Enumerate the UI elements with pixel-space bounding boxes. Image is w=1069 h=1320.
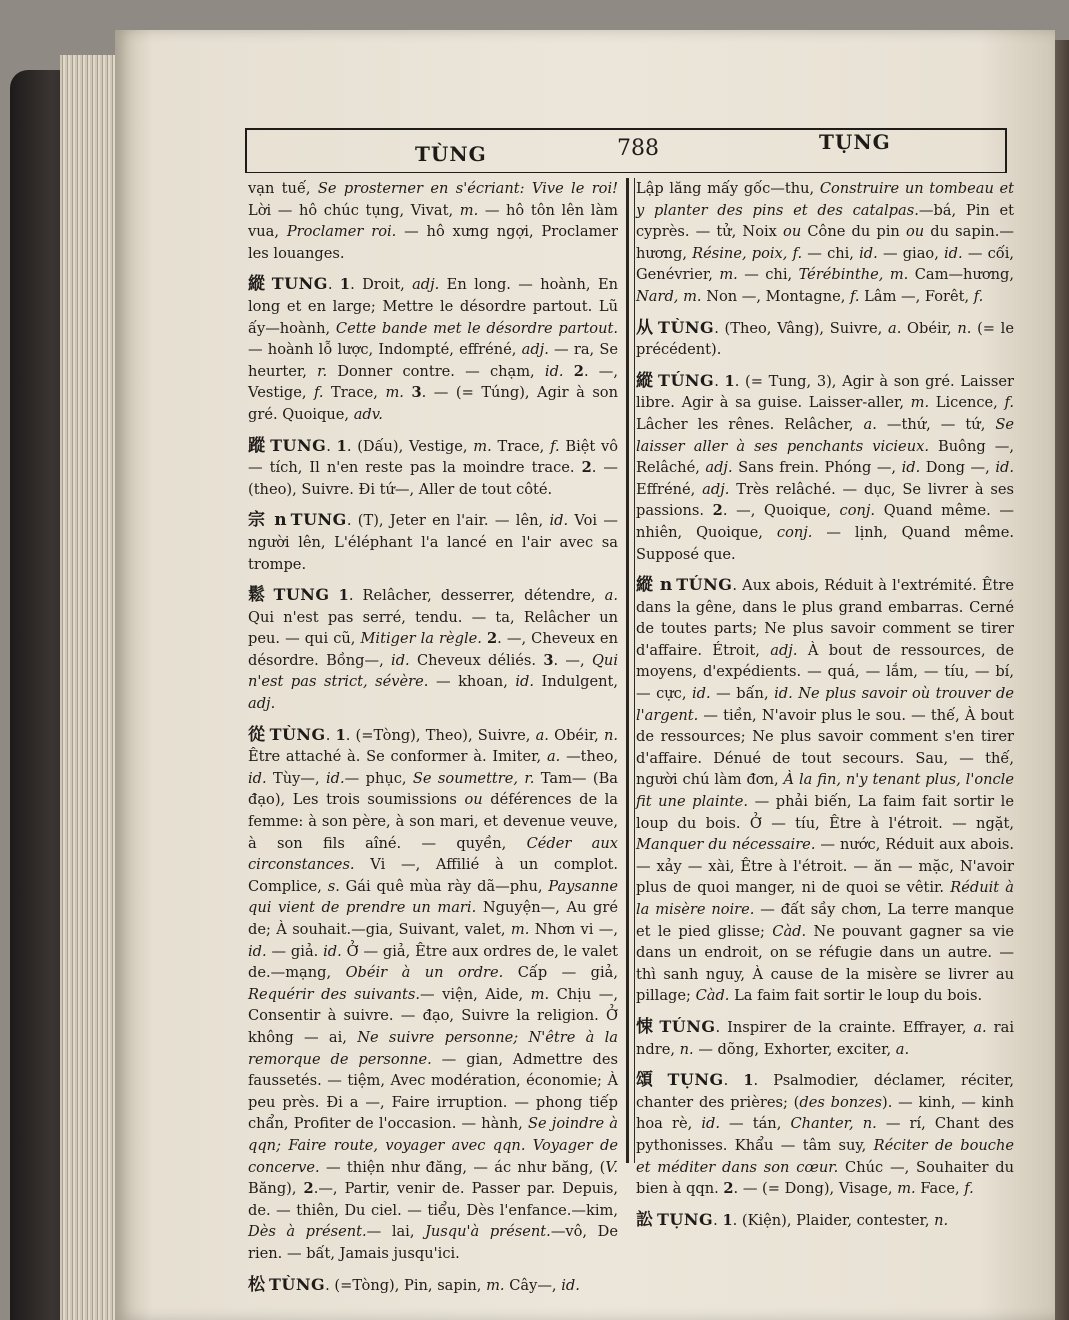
entry-text: Cheveux déliés. — [409, 651, 544, 669]
italic-gloss: r. — [317, 362, 328, 380]
entry-text: . (Theo, Vâng), Suivre, — [714, 319, 888, 337]
sense-number: 1 — [743, 1072, 754, 1090]
entry-text: —thứ, — tứ, — [876, 415, 996, 433]
entry-text: rai ndre, — [636, 1018, 1015, 1058]
entry-text: . —, Cheveux en désordre. Bồng—, — [248, 630, 618, 669]
entry-text: . —, Vestige, — [248, 362, 619, 402]
entry-text: Biệt vô — tích, Il n'en reste pas la moindre trace. — [248, 437, 619, 477]
italic-gloss: a. — [535, 726, 549, 744]
han-character: 宗 n — [248, 510, 287, 531]
italic-gloss: n. — [603, 726, 618, 744]
italic-gloss: Ne suivre personne; N'être à la remorque de personne. — [248, 1028, 618, 1068]
italic-gloss: m. — [910, 394, 930, 412]
italic-gloss: des bonzes — [799, 1093, 882, 1111]
italic-gloss: a. — [888, 319, 902, 337]
right-running-headword: TỤNG — [819, 130, 891, 154]
entry-text: Buông —, Relâché, — [636, 437, 1014, 477]
italic-gloss: Se soumettre, — [412, 769, 519, 787]
entry-headword: TÙNG — [269, 1274, 326, 1294]
entry-text: — hoành lỗ lược, Indompté, effréné, — [248, 341, 522, 359]
italic-gloss: f. — [792, 244, 803, 262]
entry-text: vạn tuế, — [248, 180, 318, 197]
entry-text: —theo, — [560, 748, 619, 766]
italic-gloss: a. — [973, 1018, 987, 1036]
entry-text: Nguyện—, Au gré de; À souhait.—gia, Suivant, valet, — [248, 899, 618, 938]
entry-text: Non —, Montagne, — [701, 287, 851, 305]
italic-gloss: ou — [464, 791, 483, 809]
han-character: 訟 — [636, 1209, 653, 1230]
italic-gloss: id. — [859, 244, 878, 262]
dictionary-entry — [248, 435, 618, 501]
entry-text: — tiền, N'avoir plus le sou. — thế, À bout de ressources; Ne plus savoir comment s'en tirer d'affaire. Dénué de tout secours. Sau, — thế, người chú làm đơn, — [636, 706, 1014, 789]
italic-gloss: Céder aux circonstances. — [248, 834, 618, 874]
entry-text: du sapin.—hương, — [636, 223, 1014, 262]
italic-gloss: id. — [692, 685, 711, 703]
entry-text: — chi, — [802, 244, 860, 262]
han-character: 松 — [248, 1274, 265, 1295]
italic-gloss: Se joindre à qqn; Faire route, voyager avec qqn. Voyager de concerve. — [248, 1115, 618, 1176]
entry-text: — khoan, — [428, 673, 516, 691]
entry-text: — chi, — [737, 266, 799, 284]
entry-text: — hô xưng ngợi, Proclamer les louanges. — [248, 223, 618, 262]
italic-gloss: Proclamer roi. — [286, 223, 397, 241]
italic-gloss: id. — [248, 942, 267, 960]
italic-gloss: Térébinthe, — [798, 266, 884, 284]
entry-text: Cây—, — [504, 1276, 562, 1294]
italic-gloss: m. — [459, 201, 479, 219]
entry-text: Sans frein. Phóng —, — [732, 459, 902, 477]
entry-text: . — [723, 1072, 744, 1090]
entry-headword: TÙNG — [658, 317, 715, 337]
entry-text: . —, — [553, 651, 592, 669]
italic-gloss: n. — [934, 1211, 949, 1229]
entry-text: . Relâcher, desserrer, détendre, — [348, 587, 605, 605]
italic-gloss: id. — [549, 512, 569, 530]
dictionary-entry — [636, 370, 1014, 565]
entry-headword: TUNG — [271, 274, 328, 294]
entry-text: — tán, — [719, 1115, 791, 1133]
sense-number: 2 — [723, 1180, 734, 1198]
entry-text: (= le précédent). — [636, 319, 1014, 359]
entry-text: — cối, Genévrier, — [636, 244, 1015, 284]
italic-gloss: m. — [510, 921, 530, 938]
entry-text — [330, 587, 339, 604]
italic-gloss: id. — [944, 244, 963, 262]
entry-text: La faim fait sortir le loup du bois. — [729, 987, 983, 1005]
entry-text: — gian, Admettre des faussetés. — tiệm, Avec modération, économie; À peu près. Đi a —, Faire irruption. — phong tiếp chẩn, Profiter de l'occasion. — hành, — [248, 1050, 618, 1133]
italic-gloss: f. — [550, 437, 560, 455]
entry-text: — phải biến, La faim fait sortir le loup du bois. Ở — tíu, Être à l'étroit. — ngặt, — [636, 793, 1014, 832]
entry-text: — nước, Réduit aux abois. — xảy — xài, Être à l'étroit. — ăn — mặc, N'avoir plus de quoi manger, ni de quoi se vêtir. — [636, 836, 1015, 897]
italic-gloss: n. — [679, 1040, 694, 1058]
entry-text: — hô tôn lên làm vua, — [248, 201, 618, 241]
entry-text: Qui n'est pas serré, tendu. — ta, Relâcher un peu. — qui cũ, — [248, 608, 618, 648]
italic-gloss: id. — [323, 942, 342, 960]
entry-text: Cam—hương, — [908, 266, 1015, 284]
italic-gloss: f. — [1004, 394, 1014, 412]
dictionary-entry — [248, 509, 618, 575]
entry-text: . (= Tung, 3), Agir à son gré. Laisser libre. Agir à sa guise. Laisser-aller, — [636, 372, 1014, 412]
left-column — [248, 178, 618, 1305]
dictionary-entry — [248, 724, 618, 1265]
entry-text — [854, 1115, 863, 1132]
entry-headword: TÙNG — [269, 724, 326, 744]
entry-text: . Aux abois, Réduit à l'extrémité. Être dans la gêne, dans le plus grand embarras. Cerné de toutes parts; Ne plus savoir comment se tirer d'affaire. Étroit, — [636, 577, 1015, 659]
entry-text: Lời — hô chúc tụng, Vivat, — [248, 201, 460, 219]
left-running-headword: TÙNG — [415, 142, 487, 166]
entry-text: Cấp — giả, — [503, 964, 619, 982]
dictionary-entry — [636, 1209, 1014, 1232]
italic-gloss: Se laisser aller à ses penchants vicieux. — [636, 415, 1015, 455]
han-character: 縱 — [248, 274, 268, 295]
italic-gloss: adj. — [248, 695, 276, 713]
entry-text: Trace, — [491, 437, 551, 455]
italic-gloss: m. — [683, 287, 702, 305]
italic-gloss: Chanter, — [790, 1115, 854, 1133]
italic-gloss: n. — [957, 319, 972, 337]
continued-entry — [248, 178, 618, 264]
italic-gloss: Manquer du nécessaire. — [636, 836, 816, 854]
right-column — [636, 178, 1014, 1240]
han-character: 縱 n — [636, 575, 673, 596]
entry-text: . (=Tòng), Pin, sapin, — [325, 1276, 487, 1294]
italic-gloss: V. — [605, 1158, 618, 1176]
entry-text: Gái quê mùa rày dã—phu, — [339, 877, 549, 895]
entry-text: En long. — hoành, En long et en large; Mettre le désordre partout. Lũ ấy—hoành, — [248, 276, 618, 337]
entry-text: — giao, — [877, 244, 945, 262]
italic-gloss: Jusqu'à présent. — [425, 1223, 551, 1241]
entry-text: . (Kiện), Plaider, contester, — [732, 1211, 935, 1229]
sense-number: 1 — [338, 587, 349, 605]
italic-gloss: adj. — [521, 341, 549, 359]
italic-gloss: id. — [391, 651, 410, 669]
italic-gloss: m. — [889, 266, 909, 284]
sense-number: 3 — [411, 384, 422, 402]
entry-text: — rí, Chant des pythonisses. Khẩu — tâm suy, — [636, 1115, 1014, 1154]
sense-number: 2 — [487, 630, 498, 648]
entry-text: — ra, Se heurter, — [248, 341, 618, 380]
italic-gloss: Cette bande met le désordre partout. — [335, 319, 618, 337]
italic-gloss: Dès à présent. — [248, 1223, 367, 1241]
page-number: 788 — [617, 136, 659, 161]
entry-text: . Psalmodier, déclamer, réciter, chanter des prières; ( — [636, 1072, 1015, 1111]
entry-text: —bá, Pin et cyprès. — tử, Noix — [636, 201, 1014, 241]
italic-gloss: id. — [544, 362, 564, 380]
entry-text: . —, Quoique, — [722, 502, 840, 520]
entry-text: Vi —, Affilié à un complot. Complice, — [248, 856, 618, 895]
continued-entry — [636, 178, 1014, 308]
entry-headword: TỤNG — [667, 1070, 724, 1090]
dictionary-entry — [636, 574, 1014, 1007]
entry-headword: TÚNG — [658, 370, 715, 390]
entry-text: Trace, — [323, 384, 386, 402]
dictionary-entry — [636, 1069, 1014, 1200]
entry-text: .—, Partir, venir de. Passer par. Depuis, de. — thiên, Du ciel. — tiểu, Dès l'enfance.—kim, — [248, 1180, 619, 1219]
entry-text: . (Dấu), Vestige, — [346, 437, 474, 455]
entry-text: . — (theo), Suivre. Đi tứ—, Aller de tout côté. — [248, 459, 619, 498]
italic-gloss: adj. — [412, 276, 440, 294]
entry-text: . — [713, 1211, 723, 1229]
italic-gloss: Réduit à la misère noire. — [636, 879, 1014, 918]
entry-text: Indulgent, — [534, 673, 619, 691]
entry-text: Băng), — [248, 1180, 304, 1198]
entry-text: Obéir, — [901, 319, 958, 337]
entry-text: Ne pouvant gagner sa vie dans un endroit, on se réfugie dans un autre. — thì sanh nguy, À cause de la misère se livrer au pillage; — [636, 922, 1014, 1005]
entry-text: Ở — giả, Être aux ordres de, le valet de.—mạng, — [248, 942, 618, 982]
entry-text: — dõng, Exhorter, exciter, — [693, 1040, 896, 1058]
italic-gloss: id. — [326, 769, 345, 787]
sense-number: 2 — [303, 1180, 314, 1198]
italic-gloss: a. — [546, 748, 561, 766]
sense-number: 2 — [712, 502, 723, 520]
dictionary-entry — [248, 273, 618, 425]
italic-gloss: Obéir à un ordre. — [345, 964, 504, 982]
entry-headword: TÚNG — [676, 575, 733, 595]
italic-gloss: m. — [473, 437, 492, 455]
entry-text: — đất sầy chơn, La terre manque et le pied glisse; — [636, 901, 1014, 940]
italic-gloss: f. — [314, 384, 324, 402]
italic-gloss: Se prosterner en s'écriant: Vive le roi! — [317, 180, 618, 197]
entry-text: — thiện như đăng, — ác như băng, ( — [319, 1158, 606, 1176]
entry-headword: TỤNG — [657, 1209, 714, 1229]
column-divider-thin — [634, 178, 635, 1163]
entry-text: déférences de la femme: à son père, à son mari, et devenue veuve, à son fils aîné. — quyền, — [248, 791, 619, 852]
italic-gloss: f. — [973, 287, 984, 305]
italic-gloss: Construire un tombeau et y planter des pins et des catalpas. — [636, 180, 1014, 219]
italic-gloss: a. — [863, 415, 877, 433]
italic-gloss: f. — [850, 287, 860, 305]
entry-text: . — (= Túng), Agir à son gré. Quoique, — [248, 384, 618, 423]
italic-gloss: id. — [248, 769, 267, 787]
entry-text: Cône du pin — [801, 223, 906, 241]
italic-gloss: adj. — [702, 480, 730, 498]
italic-gloss: Paysanne qui vient de prendre un mari. — [248, 877, 619, 917]
sense-number: 2 — [581, 459, 592, 477]
han-character: 蹤 — [248, 435, 267, 456]
italic-gloss: m. — [719, 266, 738, 284]
italic-gloss: Qui n'est pas strict, sévère. — [248, 651, 618, 691]
dictionary-entry — [248, 584, 618, 715]
entry-headword: TUNG — [290, 510, 347, 530]
italic-gloss: adv. — [353, 405, 383, 423]
entry-text: Lâcher les rênes. Relâcher, — [636, 415, 864, 433]
dictionary-entry — [248, 1274, 618, 1297]
italic-gloss: Càd. — [772, 922, 807, 940]
entry-text: Dong —, — [920, 459, 996, 477]
entry-text: Lập lăng mấy gốc—thu, — [636, 180, 820, 197]
italic-gloss: conj. — [839, 502, 876, 520]
sense-number: 3 — [543, 651, 554, 669]
entry-text: Très relâché. — dục, Se livrer à ses passions. — [636, 480, 1014, 520]
entry-headword: TÚNG — [659, 1016, 716, 1036]
sense-number: 1 — [336, 437, 347, 455]
entry-text: Donner contre. — chạm, — [327, 362, 545, 380]
sense-number: 1 — [722, 1211, 733, 1229]
han-character: 縱 — [636, 370, 655, 391]
italic-gloss: f. — [964, 1180, 974, 1198]
italic-gloss: À la fin, n'y tenant plus, l'oncle fit une plainte. — [636, 771, 1014, 811]
italic-gloss: id. — [901, 459, 921, 477]
italic-gloss: n. — [862, 1115, 877, 1133]
dictionary-entry — [636, 1016, 1014, 1060]
italic-gloss: s. — [327, 877, 340, 895]
entry-text: Effréné, — [636, 480, 703, 498]
entry-text: Voi — người lên, L'éléphant l'a lancé en l'air avec sa trompe. — [248, 512, 618, 573]
italic-gloss: adj. — [705, 459, 733, 477]
italic-gloss: Ne plus savoir où trouver de l'argent. — [636, 685, 1015, 724]
han-character: 鬆 — [248, 585, 270, 606]
entry-text: . — [327, 276, 340, 294]
italic-gloss: m. — [897, 1180, 916, 1198]
sense-number: 1 — [724, 372, 735, 390]
han-character: 从 — [636, 317, 655, 338]
han-character: 頌 — [636, 1070, 664, 1091]
entry-text: . — [325, 726, 336, 744]
entry-text: . Inspirer de la crainte. Effrayer, — [715, 1018, 974, 1036]
italic-gloss: id. — [561, 1276, 580, 1294]
sense-number: 1 — [335, 726, 346, 744]
entry-headword: TUNG — [270, 435, 327, 455]
entry-text: Être attaché à. Se conformer à. Imiter, — [248, 748, 547, 766]
italic-gloss: m. — [486, 1276, 505, 1294]
italic-gloss: a. — [604, 587, 618, 605]
entry-text: — bấn, — [710, 685, 775, 703]
italic-gloss: Requérir des suivants. — [248, 985, 421, 1003]
entry-text: . Droit, — [350, 276, 413, 294]
entry-text: —vô, De rien. — bất, Jamais jusqu'ici. — [248, 1223, 618, 1262]
italic-gloss: id. — [515, 673, 535, 691]
entry-text: Face, — [915, 1180, 965, 1198]
italic-gloss: Nard, — [636, 287, 679, 305]
italic-gloss: ou — [783, 223, 802, 241]
sense-number: 2 — [573, 362, 584, 380]
han-character: 從 — [248, 724, 266, 745]
entry-text: Tùy—, — [266, 769, 326, 787]
entry-headword: TUNG — [273, 585, 330, 605]
entry-text: . — (= Dong), Visage, — [733, 1180, 898, 1198]
italic-gloss: Réciter de bouche et méditer dans son cœur. — [636, 1136, 1015, 1176]
entry-text: — lịnh, Quand même. Supposé que. — [636, 523, 1014, 563]
italic-gloss: conj. — [776, 523, 813, 541]
entry-text: — viện, Aide, — [420, 985, 531, 1003]
entry-text: À bout de ressources, de moyens, d'expédients. — quá, — lắm, — tíu, — bí, — cực, — [636, 641, 1014, 703]
italic-gloss: m. — [385, 384, 404, 402]
entry-text: Tam— (Ba đạo), Les trois soumissions — [248, 769, 619, 809]
page-header — [245, 128, 1007, 173]
column-divider — [626, 178, 629, 1163]
italic-gloss: id. — [995, 459, 1014, 477]
italic-gloss: adj. — [770, 641, 798, 659]
entry-text: — lai, — [366, 1223, 426, 1241]
sense-number: 1 — [339, 276, 351, 294]
italic-gloss: Mitiger la règle. — [360, 630, 482, 648]
entry-text — [564, 363, 574, 380]
italic-gloss: Càd. — [695, 987, 730, 1005]
entry-text: Chúc —, Souhaiter du bien à qqn. — [636, 1158, 1014, 1198]
entry-text: Obéir, — [548, 726, 604, 744]
italic-gloss: a. — [895, 1040, 910, 1058]
entry-text: — giả. — [266, 942, 324, 960]
entry-text: Chịu —, Consentir à suivre. — đạo, Suivre la religion. Ở không — ai, — [248, 985, 618, 1046]
italic-gloss: ou — [905, 223, 925, 241]
entry-text: . (T), Jeter en l'air. — lên, — [346, 512, 550, 530]
entry-text: ). — kinh, — kinh hoa rè, — [636, 1093, 1014, 1133]
entry-text: . (=Tòng), Theo), Suivre, — [345, 726, 536, 744]
entry-text: Lâm —, Forêt, — [859, 287, 974, 305]
italic-gloss: id. — [774, 685, 793, 703]
entry-text: . — [714, 372, 725, 390]
entry-text: . — [326, 437, 337, 455]
italic-gloss: id. — [701, 1115, 720, 1133]
entry-text: Quand même. — nhiên, Quoique, — [636, 502, 1015, 541]
entry-text: Nhơn vi —, — [529, 921, 618, 938]
italic-gloss: r. — [524, 769, 535, 787]
italic-gloss: m. — [530, 985, 550, 1003]
italic-gloss: Résine, poix, — [692, 244, 788, 262]
entry-text: — phục, — [344, 769, 413, 787]
entry-text: Licence, — [929, 394, 1005, 412]
han-character: 悚 — [636, 1016, 656, 1037]
dictionary-entry — [636, 317, 1014, 361]
